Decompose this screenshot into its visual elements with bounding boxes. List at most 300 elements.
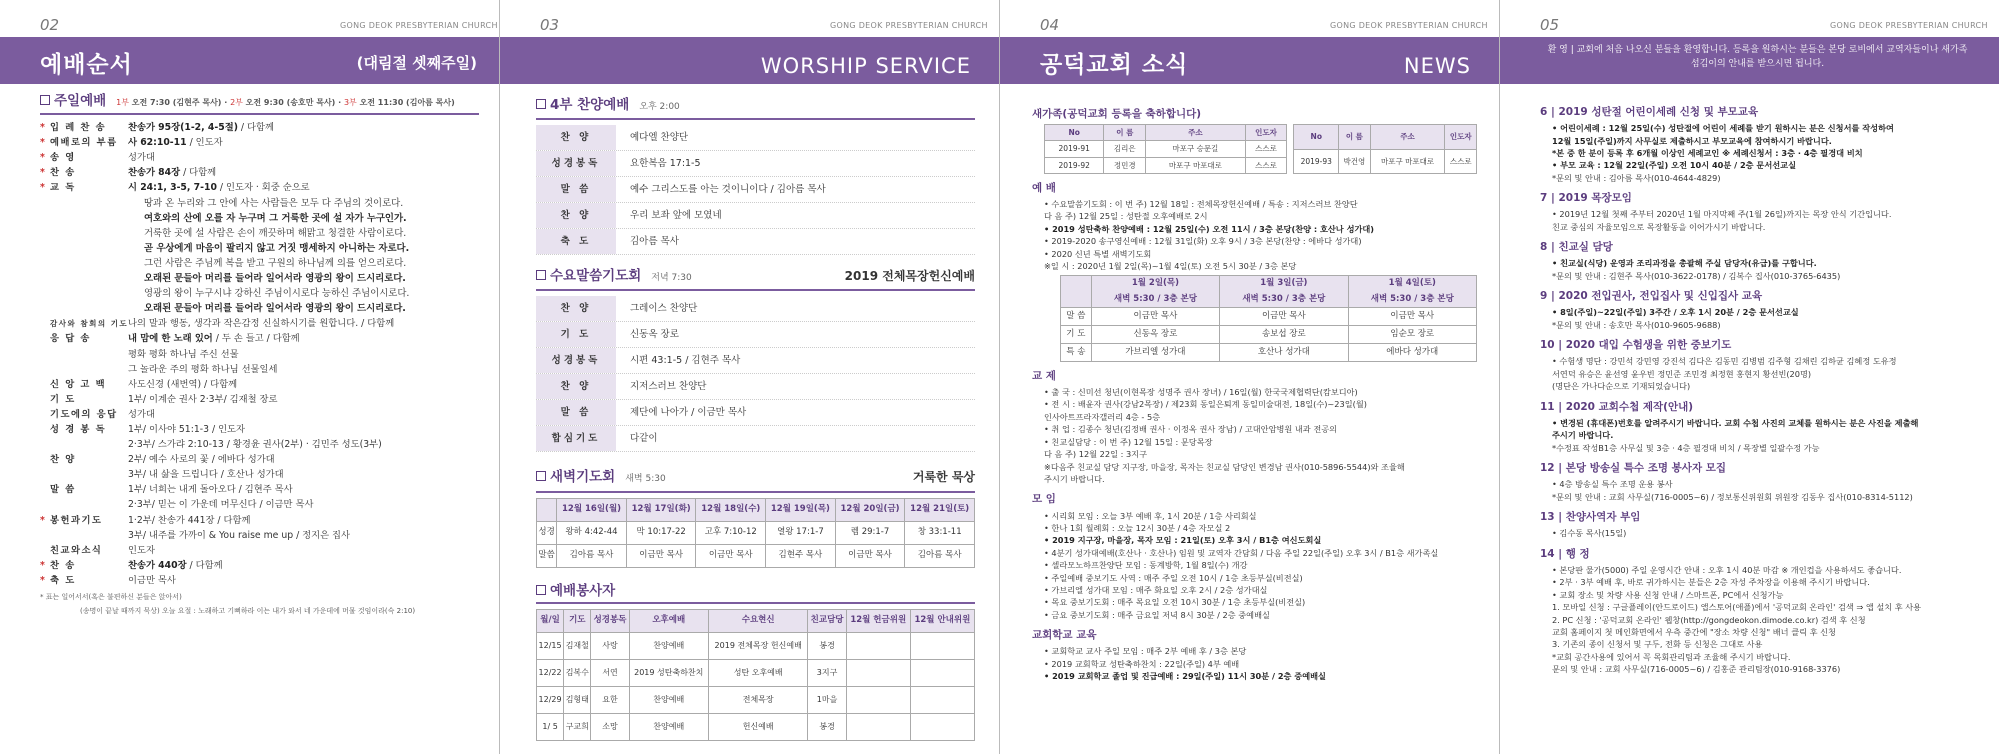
order-detail: 평화 평화 하나님 주신 선물 [128, 348, 239, 360]
dawn-prayer-table [536, 498, 975, 568]
table-cell: 열왕 17:1-7 [766, 521, 836, 544]
news-continued [1540, 98, 1973, 676]
table-cell: 2019-93 [1294, 149, 1339, 173]
order-detail: 나의 말과 행동, 생각과 작은감정 신실하시기를 원합니다. / 다함께 [128, 318, 395, 330]
service-value: 예다엘 찬양단 [630, 132, 689, 144]
news-heading: 13 | 찬양사역자 부임 [1540, 511, 1641, 524]
psalm-line: 오래된 문들아 머리를 들어라 일어서라 영광의 왕이 드시리로다. [144, 273, 406, 285]
table-cell: 이금만 목사 [696, 544, 766, 567]
service-row [536, 177, 975, 203]
table-cell: 스스로 [1245, 157, 1287, 173]
order-label [40, 558, 122, 573]
order-label [40, 377, 122, 392]
order-label-text: 송 영 [50, 152, 76, 164]
order-row [40, 362, 479, 377]
news-line: *문의 및 안내 : 교회 사무실(716-0005~6) / 정보통신위원회 위원장 김동우 집사(010-8314-5112) [1552, 491, 1913, 502]
service-label: 축 도 [536, 229, 616, 254]
order-value [128, 513, 479, 528]
order-row [40, 452, 479, 467]
news-line: 주시기 바랍니다. [1552, 430, 1614, 441]
page-number: 03 [540, 16, 560, 34]
order-row [40, 407, 479, 422]
order-label-text: 입 례 찬 송 [50, 122, 107, 134]
order-row [40, 316, 479, 331]
service-number: 3부 [343, 98, 357, 107]
news-2-heading: 예 배 [1032, 181, 1056, 194]
news-line: ※다음주 친교실 담당 지구장, 마을장, 목자는 친교실 담당인 변경남 권사(010-5896-5544)와 조율해 [1044, 461, 1405, 472]
order-value [128, 347, 479, 362]
page-number: 04 [1040, 16, 1060, 34]
order-label [40, 180, 122, 195]
order-label-text: 말 씀 [50, 484, 76, 496]
new-family-tables [1032, 124, 1477, 174]
table-cell: 이금만 목사 [1348, 307, 1476, 325]
table-cell: 에바다 성가대 [1348, 343, 1476, 361]
psalm-line: 그런 사람은 주님께 복을 받고 구원의 하나님께 의를 얻으리로다. [144, 257, 407, 269]
required-mark: * [40, 152, 47, 164]
news-line: • 변경된 (휴대폰)번호를 알려주시기 바랍니다. 교회 수첩 사진의 교체를 원하시는 분은 사진을 제출해 [1552, 417, 1919, 428]
section-sunday-worship: 주일예배 1부 오전 7:30 (김현주 목사) · 2부 오전 9:30 (송호만 목사) · 3부 오전 11:30 (김아름 목사) [40, 94, 479, 115]
news-line: 3. 기존의 종이 신청서 및 구두, 전화 등 신청은 그대로 사용 [1552, 639, 1763, 650]
meeting-news [1032, 510, 1477, 622]
service-value: 예수 그리스도를 아는 것이니이다 / 김아름 목사 [630, 184, 826, 196]
required-mark: * [40, 167, 47, 179]
checkbox-icon [40, 95, 50, 105]
service-time: 오전 11:30 (김아름 목사) [356, 98, 455, 107]
order-detail: 1부/ 이사야 51:1-3 / 인도자 [128, 423, 246, 435]
order-detail: 2·3부/ 스가랴 2:10-13 / 황경윤 권사(2부) · 김민주 성도(3부) [128, 439, 382, 451]
page-subtitle: (대림절 셋째주일) [356, 54, 477, 72]
service-row [536, 203, 975, 229]
psalm-line: 거룩한 곳에 설 사람은 손이 깨끗하며 해맑고 청결한 사람이로다. [144, 227, 407, 239]
order-detail: / 다함께 [180, 167, 217, 179]
order-label [40, 467, 122, 482]
table-cell: 소망 [591, 713, 629, 740]
news-line: • 2019 성탄축하 찬양예배 : 12월 25일(수) 오전 11시 / 3층 본당(찬양 : 호산나 성가대) [1044, 223, 1375, 234]
table-cell: 마포구 마포대로 [1146, 157, 1245, 173]
table-header: 12월 16일(월) [557, 498, 627, 521]
page-03 [500, 0, 1000, 754]
news-line: • 수험생 명단 : 강민석 강민영 강진석 김다은 김동민 김병범 김주형 김채린 김하균 김혜정 도유정 [1552, 356, 1897, 367]
news-line: • 4층 방송실 특수 조명 운용 봉사 [1552, 479, 1673, 490]
order-label [40, 497, 122, 512]
news-line: • 김수동 목사(15일) [1552, 528, 1627, 539]
table-header: 12월 18일(수) [696, 498, 766, 521]
news-line: *수정표 작성B1층 사무실 및 3층 · 4층 필경대 비치 / 목장별 일괄수정 가능 [1552, 442, 1820, 453]
order-main: 시 24:1, 3-5, 7-10 [128, 182, 217, 194]
news-line: 12월 15일(주일)까지 사무실로 제출하시고 부모교육에 참여하시기 바랍니다. [1552, 135, 1832, 146]
table-cell: 봉경 [808, 632, 846, 659]
order-label [40, 437, 122, 452]
news-line: 친교 중심의 자율모임으로 목장활동을 이어가시기 바랍니다. [1552, 221, 1766, 232]
news-line: • 셀라모노하프찬양단 모임 : 동계방학, 1월 8일(수) 개강 [1044, 560, 1248, 571]
table-cell: 이금만 목사 [1091, 307, 1219, 325]
news-line: • 친교실(식당) 운영과 조리과정을 총괄해 주실 담당자(유급)를 구합니다. [1552, 258, 1817, 269]
order-row [40, 437, 479, 452]
order-value [128, 180, 479, 195]
order-label [40, 513, 122, 528]
service-value: 신동옥 장로 [630, 329, 679, 341]
order-row [40, 543, 479, 558]
fellowship-news [1032, 386, 1477, 485]
table-cell: 김아름 목사 [557, 544, 627, 567]
service-row [536, 151, 975, 177]
table-cell [846, 659, 910, 686]
table-cell: 2019 성탄축하찬치 [629, 659, 708, 686]
table-cell: 3지구 [808, 659, 846, 686]
order-value [128, 558, 479, 573]
order-list [40, 120, 479, 195]
table-cell: 김리은 [1104, 141, 1146, 157]
required-mark: * [40, 182, 47, 194]
order-row [40, 422, 479, 437]
table-header: 12월 20일(금) [835, 498, 905, 521]
order-value [128, 316, 479, 331]
order-label [40, 362, 122, 377]
news-line: *문의 및 안내 : 김현주 목사(010-3622-0178) / 김복수 집사(010-3765-6435) [1552, 270, 1841, 281]
news-heading: 7 | 2019 목장모임 [1540, 192, 1632, 205]
order-label [40, 135, 122, 150]
news-line: 교회 홈페이지 첫 메인화면에서 우측 중간에 "장소 차량 신청" 배너 클릭 후 신청 [1552, 626, 1836, 637]
order-detail: 3부/ 내 삶을 드립니다 / 호산나 성가대 [128, 469, 284, 481]
page-number: 05 [1540, 16, 1560, 34]
news-line: • 시리회 모임 : 오늘 3부 예배 후, 1시 20분 / 1층 사리회실 [1044, 510, 1257, 521]
table-cell: 임순모 장로 [1348, 325, 1476, 343]
page-04 [1000, 0, 1500, 754]
table-cell [910, 632, 974, 659]
table-cell: 찬양예배 [629, 686, 708, 713]
news-1-heading: 새가족(공덕교회 등록을 축하합니다) [1032, 108, 1202, 120]
table-cell: 12/22 [537, 659, 564, 686]
news-line: 1. 모바일 신청 : 구글플레이(안드로이드) 앱스토어(애플)에서 '공덕교회 온라인' 검색 ⇒ 앱 설치 후 사용 [1552, 602, 1922, 613]
required-mark: * [40, 122, 47, 134]
news-line: • 출 국 : 신미선 청년(이현목장 성명주 권사 장녀) / 16일(월) 한국국제협력단(캄보디아) [1044, 387, 1358, 398]
order-detail: 1부/ 너희는 내게 돌아오다 / 김현주 목사 [128, 484, 293, 496]
table-cell: 호산나 성가대 [1220, 343, 1348, 361]
table-header: 12월 21일(토) [905, 498, 975, 521]
table-header [1061, 276, 1092, 307]
order-detail: / 인도자 · 회중 순으로 [216, 182, 310, 194]
table-header: 이 름 [1104, 125, 1146, 141]
table-cell [910, 713, 974, 740]
table-header: 1월 4일(토) 새벽 5:30 / 3층 본당 [1348, 276, 1476, 307]
order-label-text: 기 도 [50, 393, 76, 405]
table-cell: 렘 29:1-7 [835, 521, 905, 544]
order-detail: / 인도자 [186, 137, 223, 149]
order-detail: 인도자 [128, 544, 155, 556]
order-value [128, 331, 479, 346]
news-line: • 가브리엘 성가대 모임 : 매주 화요일 오후 2시 / 2층 성가대실 [1044, 584, 1268, 595]
page-title: 공덕교회 소식 [1040, 52, 1189, 78]
required-mark: * [40, 137, 47, 149]
service-value: 우리 보좌 앞에 모였네 [630, 210, 722, 222]
order-label-text: 기도에의 응답 [50, 408, 118, 420]
order-row [40, 482, 479, 497]
order-label [40, 150, 122, 165]
news-line: • 2부 · 3부 예배 후, 바로 귀가하시는 분들은 2층 자성 주차장을 이용해 주시기 바랍니다. [1552, 577, 1870, 588]
table-header: 인도자 [1445, 125, 1477, 149]
page-number: 02 [40, 16, 60, 34]
news-line: • 취 업 : 김종수 청년(김정배 권사 · 이정옥 권사 장남) / 고대안암병원 내과 전공의 [1044, 424, 1338, 435]
table-header [537, 498, 557, 521]
psalm-line: 곧 우상에게 마음이 팔리지 않고 거짓 맹세하지 아니하는 자로다. [144, 242, 410, 254]
table-cell: 2019-92 [1045, 157, 1104, 173]
order-label [40, 573, 122, 588]
today-verse: (송명이 끝날 때까지 묵상) 오늘 요절 : 노래하고 기뻐하라 이는 내가 와서 네 가운데에 머물 것임이라(슥 2:10) [80, 607, 416, 615]
table-cell: 김복수 [564, 659, 591, 686]
service-number: 1부 [116, 98, 129, 107]
news-line: • 교회학교 교사 주일 모임 : 매주 2부 예배 후 / 3층 본당 [1044, 646, 1247, 657]
order-value [128, 165, 479, 180]
order-value [128, 467, 479, 482]
order-detail: 이금만 목사 [128, 574, 176, 586]
news-heading: 11 | 2020 교회수첩 제작(안내) [1540, 400, 1694, 413]
table-header: No [1294, 125, 1339, 149]
order-value [128, 150, 479, 165]
welcome-band [1500, 37, 1999, 84]
table-cell: 신동옥 장로 [1091, 325, 1219, 343]
service-value: 김아름 목사 [630, 236, 679, 248]
news-5-heading: 교회학교 교육 [1032, 629, 1097, 642]
table-header: 월/일 [537, 609, 564, 632]
order-label [40, 165, 122, 180]
section-4th-worship: 4부 찬양예배 오후 2:00 [536, 98, 975, 120]
news-line: • 친교실담당 : 이 번 주) 12월 15일 : 문당목장 [1044, 436, 1213, 447]
order-list-2 [40, 316, 479, 588]
order-label-text: 친교와소식 [50, 544, 103, 556]
service-row [536, 229, 975, 255]
service-row [536, 322, 975, 348]
order-row [40, 331, 479, 346]
news-line: (명단은 가나다순으로 기재되었습니다) [1552, 381, 1691, 392]
order-label-text: 찬 송 [50, 559, 76, 571]
table-header: 12월 19일(목) [766, 498, 836, 521]
table-cell: 스스로 [1445, 149, 1477, 173]
table-header: 인도자 [1245, 125, 1287, 141]
news-heading: 9 | 2020 전입권사, 전입집사 및 신입집사 교육 [1540, 290, 1763, 303]
news-line: ※일 시 : 2020년 1월 2일(목)~1월 4일(토) 오전 5시 30분 / 3층 본당 [1044, 261, 1297, 272]
section-dawn: 새벽기도회 새벽 5:30 거룩한 묵상 [536, 470, 975, 492]
table-cell: 성경 [537, 521, 557, 544]
news-line: 2. PC 신청 : '공덕교회 온라인' 웹창(http://gongdeokon.dimode.co.kr) 검색 후 신청 [1552, 614, 1866, 625]
order-value [128, 377, 479, 392]
order-main: 찬송가 440장 [128, 559, 187, 571]
education-news [1032, 645, 1477, 682]
order-value [128, 362, 479, 377]
service-label: 기 도 [536, 322, 616, 347]
table-cell: 창 33:1-11 [905, 521, 975, 544]
table-cell: 1마을 [808, 686, 846, 713]
table-cell [910, 686, 974, 713]
news-line: • 전 시 : 배윤자 권사(강남2목장) / 제23회 동일은퇴계 동일미술대전, 18일(수)~23일(월) [1044, 399, 1367, 410]
footnote: * 표는 일어서서(혹은 불편하신 분들은 앉아서) [40, 593, 182, 601]
order-label [40, 422, 122, 437]
news-line: *문의 및 안내 : 송호만 목사(010-9605-9688) [1552, 319, 1721, 330]
title-band [1000, 37, 1499, 84]
checkbox-icon [536, 471, 546, 481]
page-title-eng: NEWS [1403, 54, 1471, 78]
table-cell: 고후 7:10-12 [696, 521, 766, 544]
table-cell: 왕하 4:42-44 [557, 521, 627, 544]
news-line: 문의 및 안내 : 교회 사무실(716-0005~6) / 김홍준 관리팀장(010-9168-3376) [1552, 664, 1841, 675]
section-servants: 예배봉사자 [536, 584, 975, 604]
table-header: 1월 2일(목) 새벽 5:30 / 3층 본당 [1091, 276, 1219, 307]
church-name: GONG DEOK PRESBYTERIAN CHURCH [1330, 21, 1488, 30]
service-row [536, 348, 975, 374]
table-cell: 찬양예배 [629, 632, 708, 659]
table-cell: 기 도 [1061, 325, 1092, 343]
table-header: 주소 [1146, 125, 1245, 141]
page-02 [0, 0, 500, 754]
table-header: 수요현신 [708, 609, 808, 632]
service-label: 찬 양 [536, 203, 616, 228]
order-row [40, 165, 479, 180]
order-label-text: 교 독 [50, 182, 76, 194]
new-year-dawn-table [1060, 275, 1477, 361]
service-times [116, 95, 455, 110]
order-detail: 1부/ 이계순 권사 2·3부/ 김재철 장로 [128, 393, 278, 405]
order-label [40, 407, 122, 422]
service-label: 찬 양 [536, 374, 616, 399]
table-header: 이 름 [1339, 125, 1370, 149]
news-line: • 2019 교회학교 성탄축하찬치 : 22일(주일) 4부 예배 [1044, 658, 1240, 669]
table-cell: 말 씀 [1061, 307, 1092, 325]
table-cell: 구교희 [564, 713, 591, 740]
service-value: 지저스러브 찬양단 [630, 381, 707, 393]
service-label: 찬 양 [536, 296, 616, 321]
order-row [40, 377, 479, 392]
order-label-text: 감사와 참회의 기도 [50, 319, 129, 329]
news-line: • 주일예배 중보기도 사역 : 매주 주일 오전 10시 / 1층 초등부실(비전실) [1044, 572, 1303, 583]
wednesday-order [536, 296, 975, 452]
news-line: • 4분기 성가대예배(호산나 · 호산나) 임원 및 교역자 간담회 / 다음 주일 22일(주일) 오후 3시 / B1층 새가족실 [1044, 547, 1439, 558]
order-label-text: 응 답 송 [50, 333, 91, 345]
table-header: 12월 17일(화) [626, 498, 696, 521]
order-label [40, 331, 122, 346]
table-cell: 12/15 [537, 632, 564, 659]
table-cell: 말씀 [537, 544, 557, 567]
order-main: 찬송가 95장(1-2, 4-5절) [128, 122, 238, 134]
psalm-line: 오래된 문들아 머리를 들어라 일어서라 영광의 왕이 드시리로다. [144, 303, 406, 315]
checkbox-icon [536, 270, 546, 280]
psalm-line: 여호와의 산에 오를 자 누구며 그 거룩한 곳에 설 자가 누구인가. [144, 212, 407, 224]
section-wednesday: 수요말씀기도회 저녁 7:30 2019 전체목장헌신예배 [536, 269, 975, 291]
table-cell: 2019 전체목장 헌신예배 [708, 632, 808, 659]
order-detail: 성가대 [128, 152, 155, 164]
table-cell: 김현주 목사 [766, 544, 836, 567]
table-cell [846, 632, 910, 659]
service-row [536, 374, 975, 400]
order-main: 사 62:10-11 [128, 137, 187, 149]
news-line: *교회 공간사용에 있어서 꼭 목회관리팀과 조율해 주시기 바랍니다. [1552, 651, 1791, 662]
news-line: • 부모 교육 : 12월 22일(주일) 오전 10시 40분 / 2층 문서선교실 [1552, 160, 1796, 171]
order-label [40, 392, 122, 407]
order-detail: / 다함께 [186, 559, 223, 571]
news-heading: 8 | 친교실 담당 [1540, 241, 1613, 254]
service-label: 합심기도 [536, 426, 616, 451]
service-row [536, 125, 975, 151]
news-4-heading: 모 임 [1032, 493, 1056, 506]
order-label [40, 528, 122, 543]
order-detail: 사도신경 (새번역) / 다함께 [128, 378, 238, 390]
order-label-text: 찬 양 [50, 454, 76, 466]
news-line: • 2019 교회학교 졸업 및 진급예배 : 29일(주일) 11시 30분 / 2층 중예배실 [1044, 671, 1326, 682]
table-cell [846, 686, 910, 713]
service-value: 다같이 [630, 433, 658, 445]
table-header: 오후예배 [629, 609, 708, 632]
order-row [40, 573, 479, 588]
order-value [128, 543, 479, 558]
table-header: 12월 안내위원 [910, 609, 974, 632]
service-label: 성경봉독 [536, 348, 616, 373]
table-cell: 가브리엘 성가대 [1091, 343, 1219, 361]
table-cell: 김형태 [564, 686, 591, 713]
order-row [40, 135, 479, 150]
table-cell: 12/29 [537, 686, 564, 713]
table-cell: 마포구 마포대로 [1370, 149, 1445, 173]
service-time: 오전 9:30 (송호만 목사) · [242, 98, 344, 107]
required-mark: * [40, 559, 47, 571]
order-value [128, 482, 479, 497]
news-heading: 12 | 본당 방송실 특수 조명 봉사자 모집 [1540, 462, 1727, 475]
order-detail: 그 놀라운 주의 평화 하나님 선물일세 [128, 363, 278, 375]
order-value [128, 135, 479, 150]
service-label: 찬 양 [536, 125, 616, 150]
news-line: • 2019 지구장, 마을장, 목자 모임 : 21일(토) 오후 3시 / B1층 여신도회실 [1044, 535, 1322, 546]
news-line: • 8일(주일)~22일(주일) 3주간 / 오후 1시 20분 / 2층 문서선교실 [1552, 307, 1799, 318]
news-line: • 금요 중보기도회 : 매주 금요일 저녁 8시 30분 / 2층 중예배실 [1044, 609, 1270, 620]
service-label: 말 씀 [536, 400, 616, 425]
order-row [40, 467, 479, 482]
title-band [500, 37, 999, 84]
table-cell: 찬양예배 [629, 713, 708, 740]
table-header: 주소 [1370, 125, 1445, 149]
order-detail: 2부/ 예수 사로의 꽃 / 에바다 성가대 [128, 454, 275, 466]
required-mark: * [40, 514, 47, 526]
table-cell: 이금만 목사 [835, 544, 905, 567]
service-number: 2부 [230, 98, 243, 107]
psalm-reading [40, 196, 479, 317]
order-detail: / 두 손 들고 / 다함께 [212, 333, 300, 345]
checkbox-icon [536, 99, 546, 109]
order-label-text: 봉헌과기도 [50, 514, 103, 526]
news-line: 다 음 주) 12월 22일 : 3지구 [1044, 449, 1147, 460]
service-time: 오전 7:30 (김현주 목사) · [129, 98, 231, 107]
order-detail: / 다함께 [237, 122, 274, 134]
table-cell: 박건영 [1339, 149, 1370, 173]
order-label-text: 축 도 [50, 574, 76, 586]
table-cell: 봉경 [808, 713, 846, 740]
order-main: 내 맘에 한 노래 있어 [128, 333, 213, 345]
service-label: 말 씀 [536, 177, 616, 202]
order-value [128, 407, 479, 422]
table-cell: 김아름 목사 [905, 544, 975, 567]
order-row [40, 528, 479, 543]
table-cell: 헌신예배 [708, 713, 808, 740]
table-cell: 1/ 5 [537, 713, 564, 740]
order-label-text: 예배로의 부름 [50, 137, 118, 149]
order-label-text: 성 경 봉 독 [50, 423, 107, 435]
order-detail: 3부/ 내주를 가까이 & You raise me up / 정지은 집사 [128, 529, 351, 541]
order-value [128, 528, 479, 543]
order-detail: 1·2부/ 찬송가 441장 / 다함께 [128, 514, 251, 526]
service-value: 그레이스 찬양단 [630, 303, 698, 315]
order-label-text: 신 앙 고 백 [50, 378, 107, 390]
news-line: 인사아트프라자갤러리 4층 - 5층 [1044, 411, 1161, 422]
service-value: 제단에 나아가 / 이금만 목사 [630, 407, 747, 419]
news-line: • 목요 중보기도회 : 매주 목요일 오전 10시 30분 / 1층 초등부실(비전실) [1044, 597, 1306, 608]
order-label-text: 찬 송 [50, 167, 76, 179]
